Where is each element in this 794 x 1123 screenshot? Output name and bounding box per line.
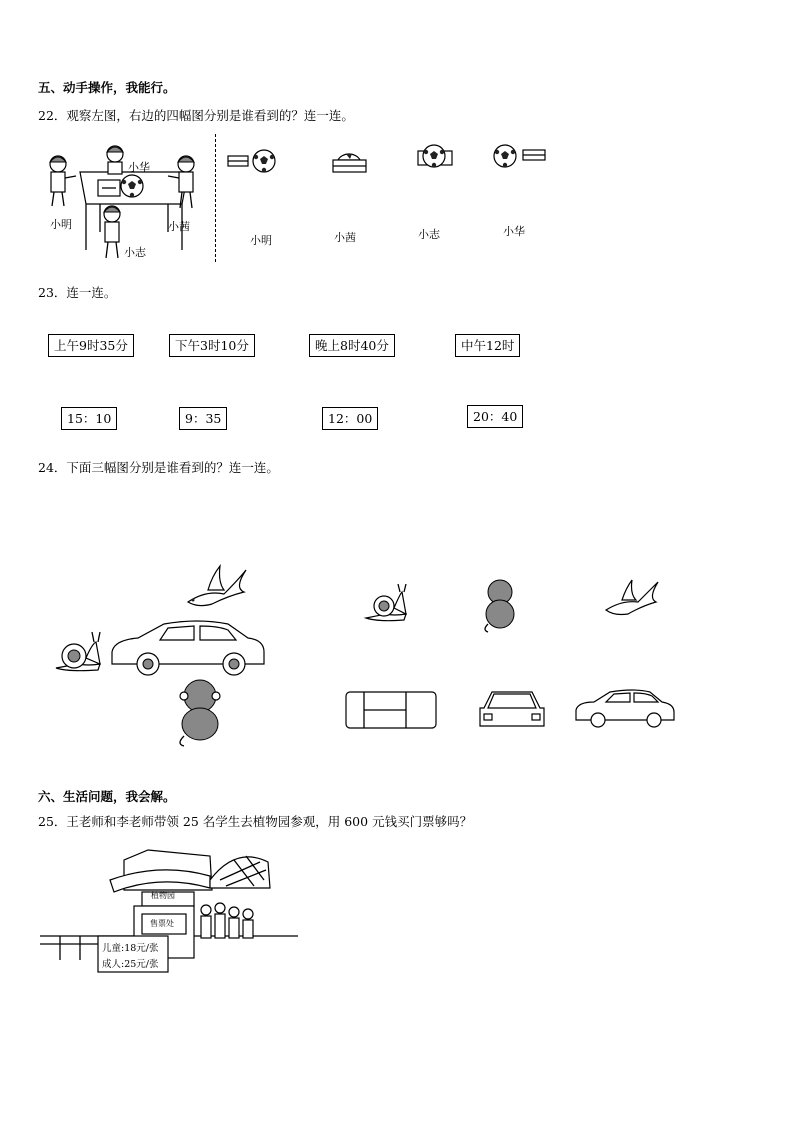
child-icon [107,146,123,174]
gate-sign-text: 植物园 [151,891,175,900]
child-icon [201,903,253,938]
view-picture-3 [416,143,456,173]
view-picture-1 [226,146,282,176]
question-22-text: 22．观察左图，右边的四幅图分别是谁看到的？连一连。 [38,108,354,123]
football-icon [494,145,516,167]
car-icon [346,692,436,728]
snail-icon [366,584,406,621]
question-23-text: 23．连一连。 [38,285,117,300]
time-digital-box-2[interactable]: 9：35 [179,407,227,430]
view-label-xiaohua: 小华 [503,225,525,238]
car-icon [112,621,264,675]
child-icon [50,156,76,206]
scene-label-xiaozhi: 小志 [124,246,146,259]
q24-view-pictures [360,580,680,760]
time-text-box-2[interactable]: 下午3时10分 [169,334,255,357]
section-five-title: 五、动手操作，我能行。 [38,80,176,95]
car-icon [576,690,674,727]
scene-label-xiaohua: 小华 [128,161,150,174]
snail-icon [56,632,100,671]
time-text-box-4[interactable]: 中午12时 [455,334,520,357]
q22-scene-picture [40,132,220,267]
ticket-booth-sign-text: 售票处 [150,919,174,928]
q22-dashed-divider [215,134,216,262]
swallow-icon [188,566,246,606]
monkey-icon [485,580,514,632]
view-label-xiaozhi: 小志 [418,228,440,241]
football-icon [121,175,143,197]
view-picture-4 [492,143,552,173]
q24-scene-picture [48,560,288,750]
botanical-garden-picture [40,840,298,980]
section-six-title: 六、生活问题，我会解。 [38,789,176,804]
view-picture-2 [330,146,370,176]
football-icon [423,145,445,167]
time-text-box-3[interactable]: 晚上8时40分 [309,334,395,357]
view-label-xiaoming: 小明 [250,234,272,247]
time-digital-box-1[interactable]: 15：10 [61,407,117,430]
question-24-text: 24．下面三幅图分别是谁看到的？连一连。 [38,460,279,475]
time-digital-box-3[interactable]: 12：00 [322,407,378,430]
scene-label-xiaoqian: 小茜 [168,220,190,233]
football-icon [253,150,275,172]
swallow-icon [606,580,658,615]
question-25-text: 25．王老师和李老师带领 25 名学生去植物园参观，用 600 元钱买门票够吗？ [38,814,473,829]
monkey-icon [180,680,220,746]
time-text-box-1[interactable]: 上午9时35分 [48,334,134,357]
time-digital-box-4[interactable]: 20：40 [467,405,523,428]
gate-icon [40,840,298,980]
child-icon [104,206,120,258]
car-icon [480,692,544,726]
child-ticket-price: 儿童:18元/张 [102,943,159,954]
scene-label-xiaoming: 小明 [50,218,72,231]
view-label-xiaoqian: 小茜 [334,231,356,244]
adult-ticket-price: 成人:25元/张 [102,959,159,970]
